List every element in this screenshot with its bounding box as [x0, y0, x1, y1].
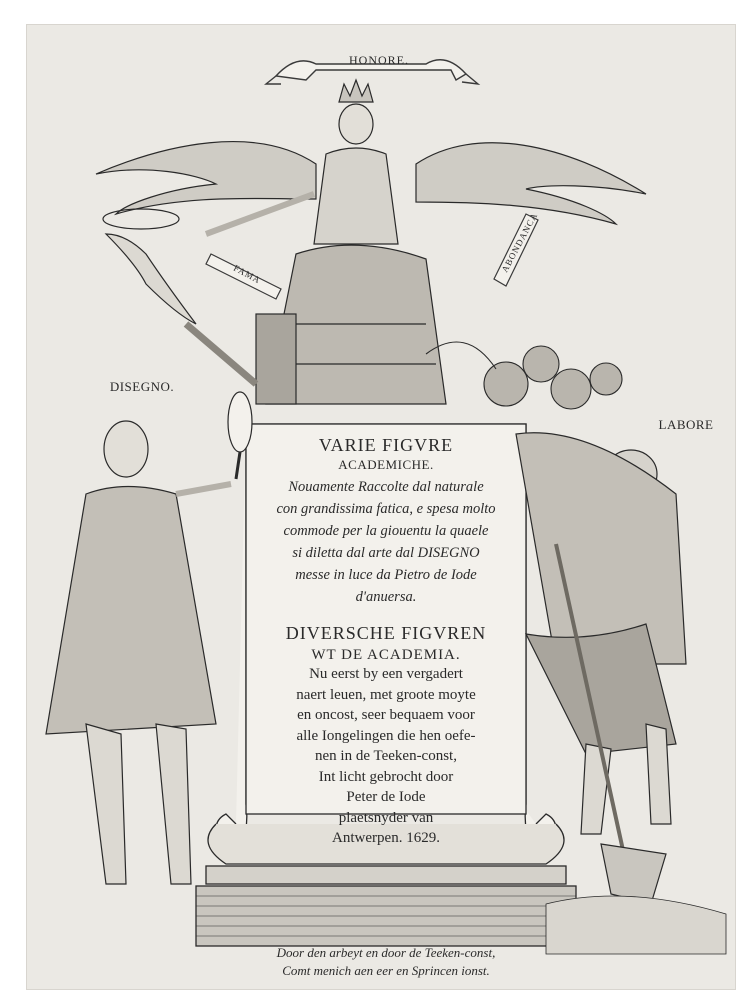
- disegno-figure: [46, 392, 252, 884]
- dutch-line: plaetsnyder van: [338, 809, 434, 826]
- dutch-line: Peter de Iode: [346, 789, 426, 805]
- dutch-lines: [250, 664, 522, 849]
- italian-line: messe in luce da Pietro de Iode: [295, 567, 477, 583]
- dutch-line: nen in de Teeken-const,: [315, 748, 457, 764]
- torch: [103, 209, 256, 384]
- footer-line-2: Comt menich aen eer en Sprincen ionst.: [282, 963, 490, 978]
- italian-title-1: VARIE FIGVRE: [318, 435, 454, 455]
- dutch-line: alle Iongelingen die hen oefe-: [296, 727, 476, 744]
- dutch-line: Nu eerst by een vergadert: [309, 666, 463, 682]
- italian-title-2: ACADEMICHE.: [338, 457, 434, 472]
- engraving-plate: [26, 24, 736, 990]
- italian-line: commode per la giouentu la quaele: [283, 523, 489, 539]
- dutch-title-1: DIVERSCHE FIGVREN: [285, 623, 487, 643]
- italian-line: si diletta dal arte dal DISEGNO: [292, 545, 480, 561]
- italian-line: d'anuersa.: [355, 589, 417, 605]
- honore-label: HONORE.: [349, 53, 409, 67]
- crown-icon: [339, 80, 373, 102]
- dutch-line: Antwerpen. 1629.: [332, 830, 440, 846]
- dutch-line: en oncost, seer bequaem voor: [297, 707, 475, 723]
- fama-label: FAMA: [231, 262, 263, 286]
- abondanca-label: ABONDANCA: [499, 210, 540, 274]
- footer-line-1: Door den arbeyt en door de Teeken-const,: [276, 945, 496, 960]
- dutch-line: Int licht gebrocht door: [318, 768, 454, 785]
- fruit-cluster: [426, 342, 622, 409]
- dutch-title-2: WT DE ACADEMIA.: [311, 647, 461, 663]
- labore-label: LABORE: [658, 417, 714, 432]
- italian-line: con grandissima fatica, e spesa molto: [276, 501, 496, 517]
- italian-line: Nouamente Raccolte dal naturale: [288, 479, 484, 495]
- dutch-line: naert leuen, met groote moyte: [296, 686, 476, 703]
- disegno-label: DISEGNO.: [109, 379, 175, 394]
- italian-lines: [250, 476, 522, 608]
